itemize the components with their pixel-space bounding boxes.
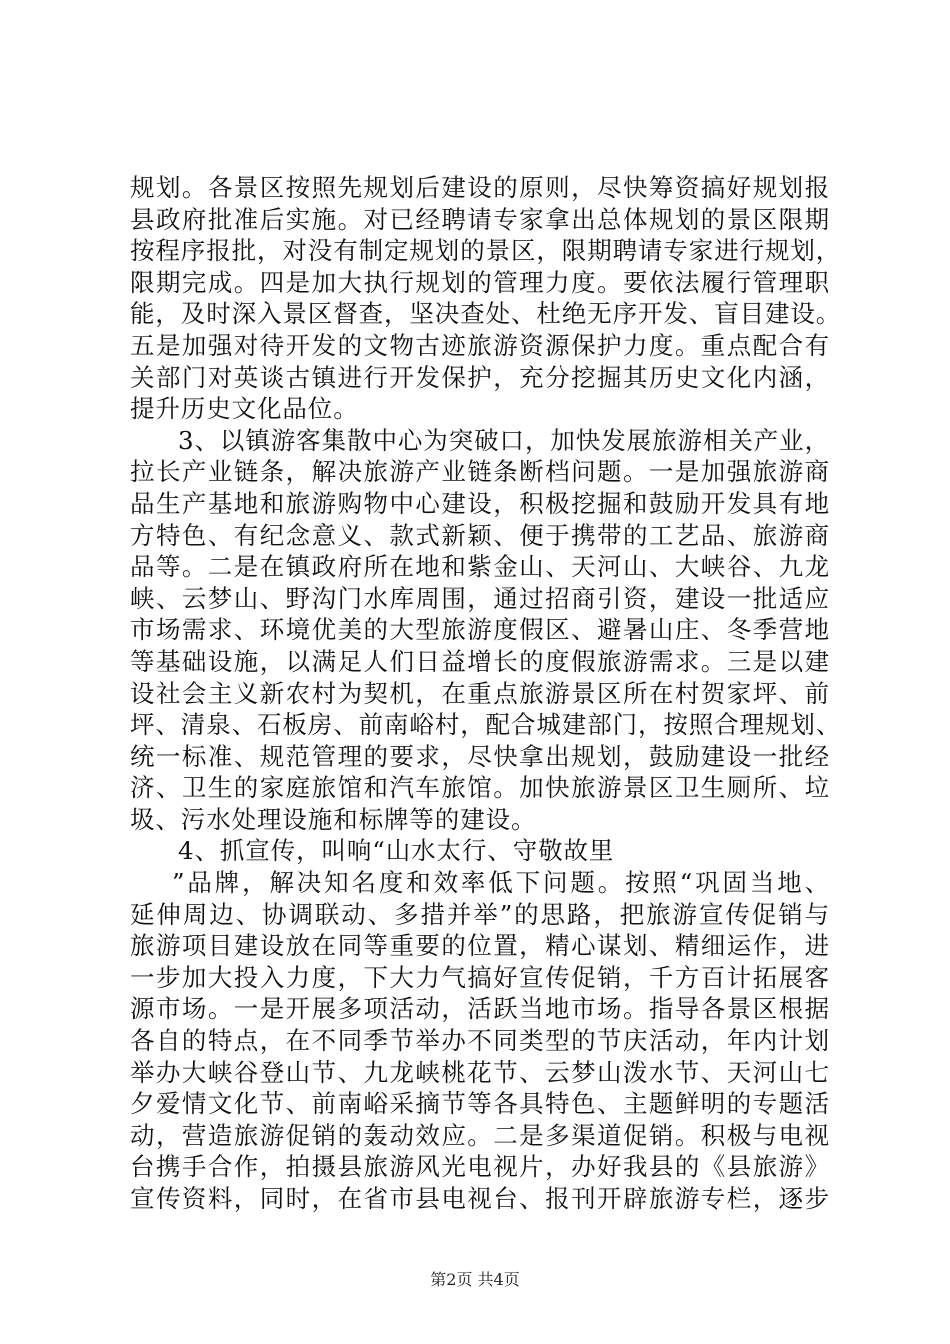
text-line: 各自的特点，在不同季节举办不同类型的节庆活动，年内计划	[130, 1026, 830, 1056]
text-line: 坪、清泉、石板房、前南峪村，配合城建部门，按照合理规划、	[130, 710, 842, 740]
text-line: 举办大峡谷登山节、九龙峡桃花节、云梦山泼水节、天河山七	[130, 1057, 830, 1087]
text-line: 夕爱情文化节、前南峪采摘节等各具特色、主题鲜明的专题活	[130, 1089, 830, 1119]
page-number-footer: 第2页 共4页	[430, 1270, 520, 1289]
text-line: 等基础设施，以满足人们日益增长的度假旅游需求。三是以建	[130, 646, 830, 676]
text-line: 延伸周边、协调联动、多措并举”的思路，把旅游宣传促销与	[130, 899, 830, 929]
text-line: 按程序报批，对没有制定规划的景区，限期聘请专家进行规划，	[130, 236, 842, 266]
text-line: 县政府批准后实施。对已经聘请专家拿出总体规划的景区限期	[130, 204, 830, 234]
text-line: 方特色、有纪念意义、款式新颖、便于携带的工艺品、旅游商	[130, 520, 830, 550]
text-line: 峡、云梦山、野沟门水库周围，通过招商引资，建设一批适应	[130, 583, 830, 613]
text-line: 关部门对英谈古镇进行开发保护，充分挖掘其历史文化内涵，	[130, 362, 830, 392]
text-line: 统一标准、规范管理的要求，尽快拿出规划，鼓励建设一批经	[130, 741, 830, 771]
document-body	[130, 172, 842, 1215]
text-line: 宣传资料，同时，在省市县电视台、报刊开辟旅游专栏，逐步	[130, 1184, 830, 1213]
text-line: 台携手合作，拍摄县旅游风光电视片，办好我县的《县旅游》	[130, 1152, 830, 1182]
paragraph-start-line: 4、抓宣传，叫响“山水太行、守敬故里	[178, 836, 615, 866]
text-line: 拉长产业链条，解决旅游产业链条断档问题。一是加强旅游商	[130, 457, 830, 487]
text-line: 济、卫生的家庭旅馆和汽车旅馆。加快旅游景区卫生厕所、垃	[130, 773, 830, 803]
text-line: 提升历史文化品位。	[130, 394, 359, 424]
text-line: ”品牌，解决知名度和效率低下问题。按照“巩固当地、	[172, 868, 830, 898]
text-line: 五是加强对待开发的文物古迹旅游资源保护力度。重点配合有	[130, 330, 830, 360]
text-line: 能，及时深入景区督查，坚决查处、杜绝无序开发、盲目建设。	[130, 299, 842, 329]
text-line: 圾、污水处理设施和标牌等的建设。	[130, 804, 537, 834]
text-line: 设社会主义新农村为契机，在重点旅游景区所在村贺家坪、前	[130, 678, 830, 708]
text-line: 旅游项目建设放在同等重要的位置，精心谋划、精细运作，进	[130, 931, 830, 961]
text-line: 动，营造旅游促销的轰动效应。二是多渠道促销。积极与电视	[130, 1120, 830, 1150]
text-line: 规划。各景区按照先规划后建设的原则，尽快筹资搞好规划报	[130, 173, 830, 202]
paragraph-start-line: 3、以镇游客集散中心为突破口，加快发展旅游相关产业，	[178, 425, 830, 455]
text-line: 源市场。一是开展多项活动，活跃当地市场。指导各景区根据	[130, 994, 830, 1024]
text-line: 品等。二是在镇政府所在地和紫金山、天河山、大峡谷、九龙	[130, 552, 830, 582]
text-line: 一步加大投入力度，下大力气搞好宣传促销，千方百计拓展客	[130, 962, 830, 992]
text-line: 品生产基地和旅游购物中心建设，积极挖掘和鼓励开发具有地	[130, 488, 830, 518]
text-line: 市场需求、环境优美的大型旅游度假区、避暑山庄、冬季营地	[130, 615, 830, 645]
text-line: 限期完成。四是加大执行规划的管理力度。要依法履行管理职	[130, 267, 830, 297]
